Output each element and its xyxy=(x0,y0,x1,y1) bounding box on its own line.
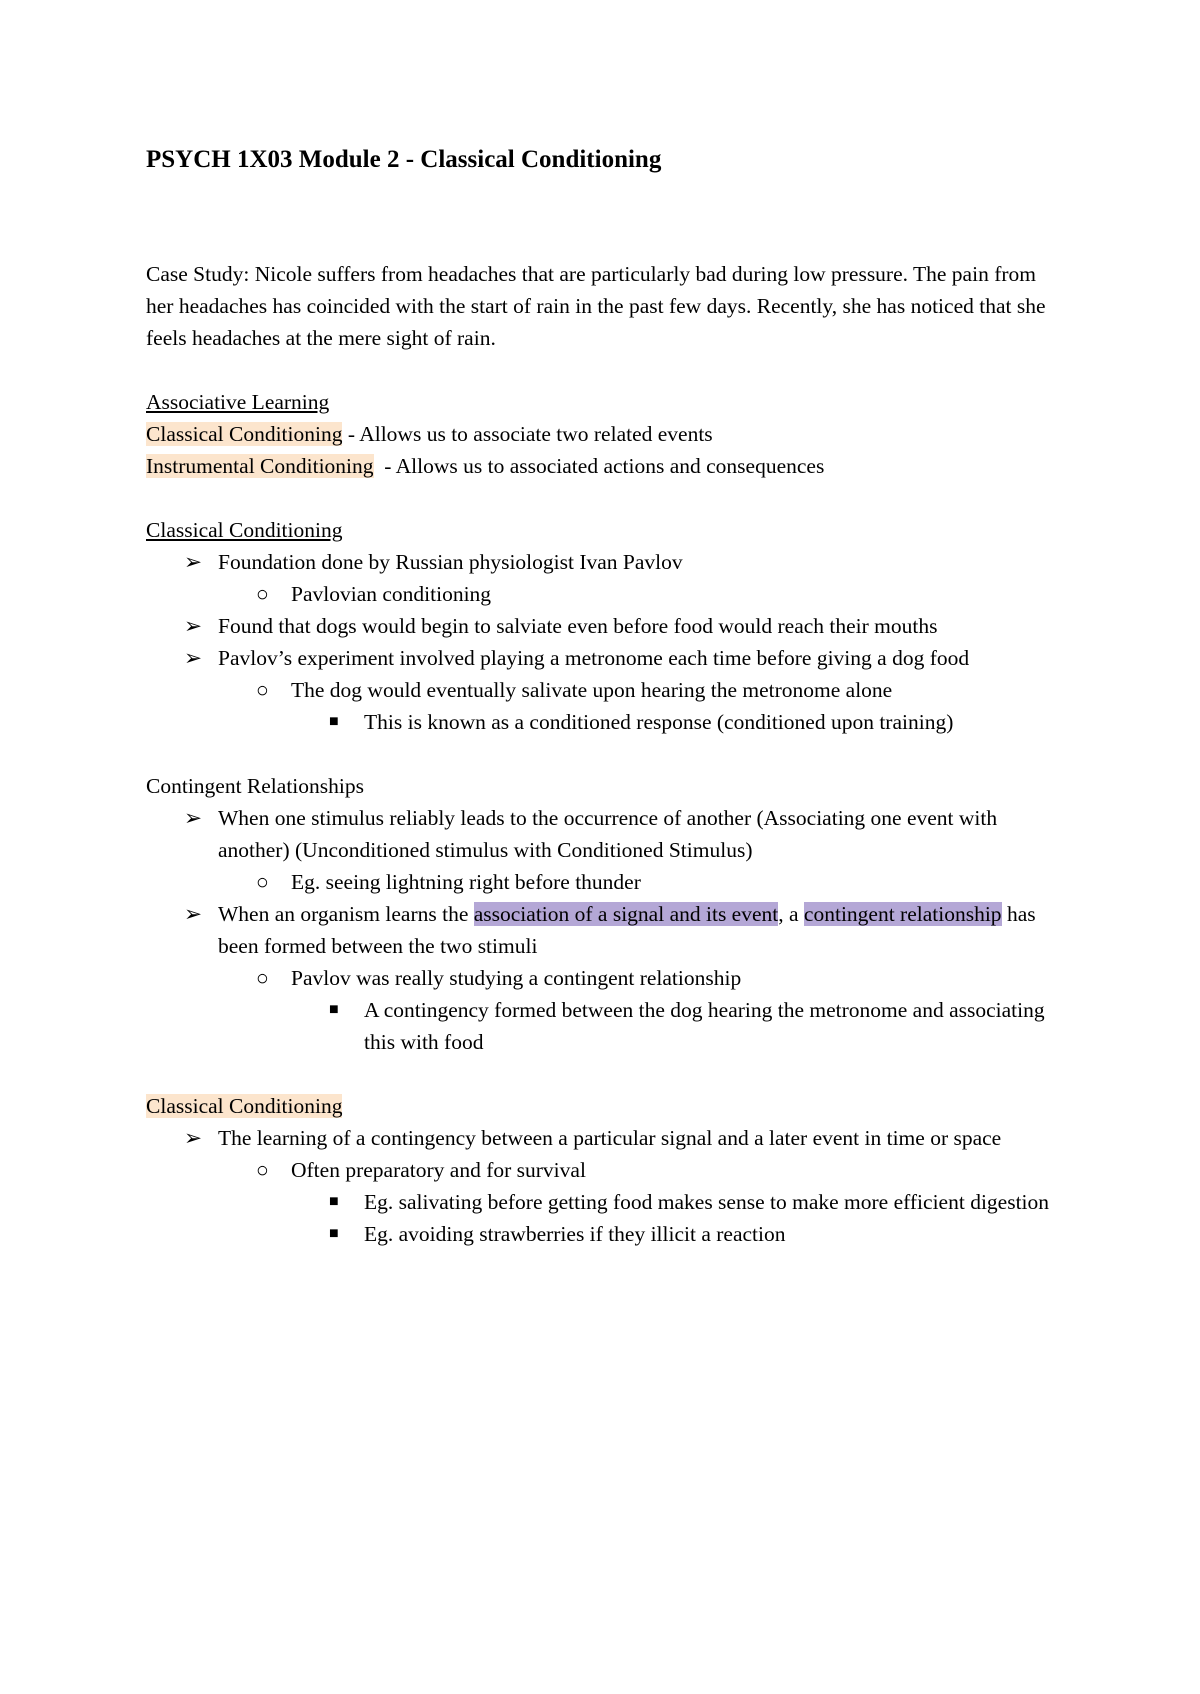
page-title: PSYCH 1X03 Module 2 - Classical Conditioning xyxy=(146,146,662,173)
list-item: ■ Eg. salivating before getting food makes sense to make more efficient digestion xyxy=(146,1186,1066,1218)
square-bullet-icon: ■ xyxy=(329,1225,339,1242)
list-item: ➢ When one stimulus reliably leads to the occurrence of another (Associating one event with another) (Unconditioned stimulus with Conditioned Stimulus) xyxy=(146,802,1066,866)
instrumental-conditioning-definition: Instrumental Conditioning - Allows us to associated actions and consequences xyxy=(146,454,825,478)
classical-conditioning-list xyxy=(146,546,1066,738)
document-body xyxy=(146,258,1066,1250)
arrow-bullet-icon: ➢ xyxy=(184,646,203,670)
list-item: ■ This is known as a conditioned response (conditioned upon training) xyxy=(146,706,1066,738)
arrow-bullet-icon: ➢ xyxy=(184,806,203,830)
classical-conditioning-heading: Classical Conditioning xyxy=(146,518,343,542)
list-item: ➢ Found that dogs would begin to salviate even before food would reach their mouths xyxy=(146,610,1066,642)
arrow-bullet-icon: ➢ xyxy=(184,1126,203,1150)
list-item: ○ The dog would eventually salivate upon hearing the metronome alone xyxy=(146,674,1066,706)
list-item: ➢ When an organism learns the association of a signal and its event, a contingent relationship has been formed between the two stimuli xyxy=(146,898,1066,962)
circle-bullet-icon: ○ xyxy=(256,1158,269,1182)
case-study-paragraph: Case Study: Nicole suffers from headaches that are particularly bad during low pressure. The pain from her headaches has coincided with the start of rain in the past few days. Recently, she has noticed that she feels headaches at the mere sight of rain. xyxy=(146,262,1046,350)
circle-bullet-icon: ○ xyxy=(256,870,269,894)
list-item: ○ Eg. seeing lightning right before thunder xyxy=(146,866,1066,898)
highlighted-phrase: association of a signal and its event xyxy=(473,902,779,926)
highlighted-term: Classical Conditioning xyxy=(146,422,343,446)
classical-conditioning-definition: Classical Conditioning - Allows us to associate two related events xyxy=(146,422,713,446)
list-item: ■ A contingency formed between the dog hearing the metronome and associating this with food xyxy=(146,994,1066,1058)
circle-bullet-icon: ○ xyxy=(256,678,269,702)
highlighted-term: Instrumental Conditioning xyxy=(146,454,374,478)
highlighted-phrase: contingent relationship xyxy=(803,902,1002,926)
arrow-bullet-icon: ➢ xyxy=(184,902,203,926)
contingent-relationships-list xyxy=(146,802,1066,1058)
contingent-relationships-heading: Contingent Relationships xyxy=(146,774,364,798)
list-item: ➢ The learning of a contingency between a particular signal and a later event in time or space xyxy=(146,1122,1066,1154)
list-item: ➢ Pavlov’s experiment involved playing a metronome each time before giving a dog food xyxy=(146,642,1066,674)
square-bullet-icon: ■ xyxy=(329,1001,339,1018)
list-item: ➢ Foundation done by Russian physiologist Ivan Pavlov xyxy=(146,546,1066,578)
square-bullet-icon: ■ xyxy=(329,713,339,730)
associative-learning-heading: Associative Learning xyxy=(146,390,330,414)
list-item: ■ Eg. avoiding strawberries if they illicit a reaction xyxy=(146,1218,1066,1250)
classical-conditioning-definition-heading: Classical Conditioning xyxy=(146,1094,343,1118)
circle-bullet-icon: ○ xyxy=(256,966,269,990)
circle-bullet-icon: ○ xyxy=(256,582,269,606)
arrow-bullet-icon: ➢ xyxy=(184,614,203,638)
classical-conditioning-definition-list xyxy=(146,1122,1066,1250)
list-item: ○ Pavlovian conditioning xyxy=(146,578,1066,610)
list-item: ○ Pavlov was really studying a contingent relationship xyxy=(146,962,1066,994)
square-bullet-icon: ■ xyxy=(329,1193,339,1210)
arrow-bullet-icon: ➢ xyxy=(184,550,203,574)
list-item: ○ Often preparatory and for survival xyxy=(146,1154,1066,1186)
